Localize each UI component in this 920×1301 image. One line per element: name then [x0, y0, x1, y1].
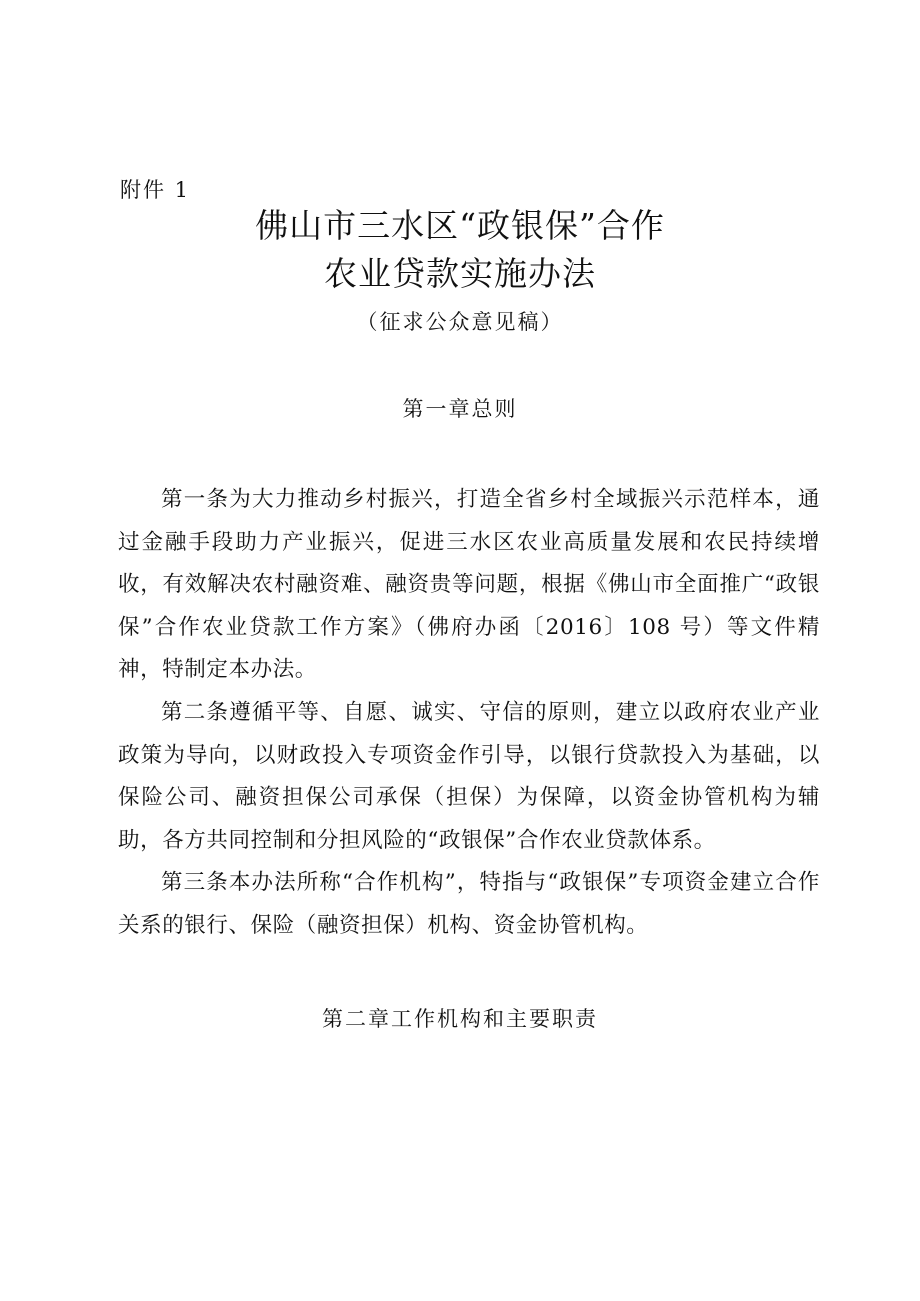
document-subtitle: （征求公众意见稿） — [356, 310, 564, 334]
chapter-2-heading: 第二章工作机构和主要职责 — [322, 1007, 598, 1031]
article-2-paragraph: 第二条遵循平等、自愿、诚实、守信的原则，建立以政府农业产业政策为导向，以财政投入专项资金作引导，以银行贷款投入为基础，以保险公司、融资担保公司承保（担保）为保障，以资金协管机构为辅助，各方共同控制和分担风险的“政银保”合作农业贷款体系。 — [118, 700, 820, 853]
article-3-paragraph: 第三条本办法所称“合作机构”，特指与“政银保”专项资金建立合作关系的银行、保险（融资担保）机构、资金协管机构。 — [118, 870, 820, 938]
chapter-1-heading: 第一章总则 — [402, 397, 518, 421]
attachment-label: 附件 1 — [120, 178, 191, 202]
document-title-line-2: 农业贷款实施办法 — [324, 254, 596, 293]
document-title-line-1: 佛山市三水区“政银保”合作 — [255, 206, 665, 245]
article-1-paragraph: 第一条为大力推动乡村振兴，打造全省乡村全域振兴示范样本，通过金融手段助力产业振兴，促进三水区农业高质量发展和农民持续增收，有效解决农村融资难、融资贵等问题，根据《佛山市全面推广“政银保”合作农业贷款工作方案》（佛府办函〔2016〕108 号）等文件精神，特制定本办法。 — [118, 487, 820, 682]
